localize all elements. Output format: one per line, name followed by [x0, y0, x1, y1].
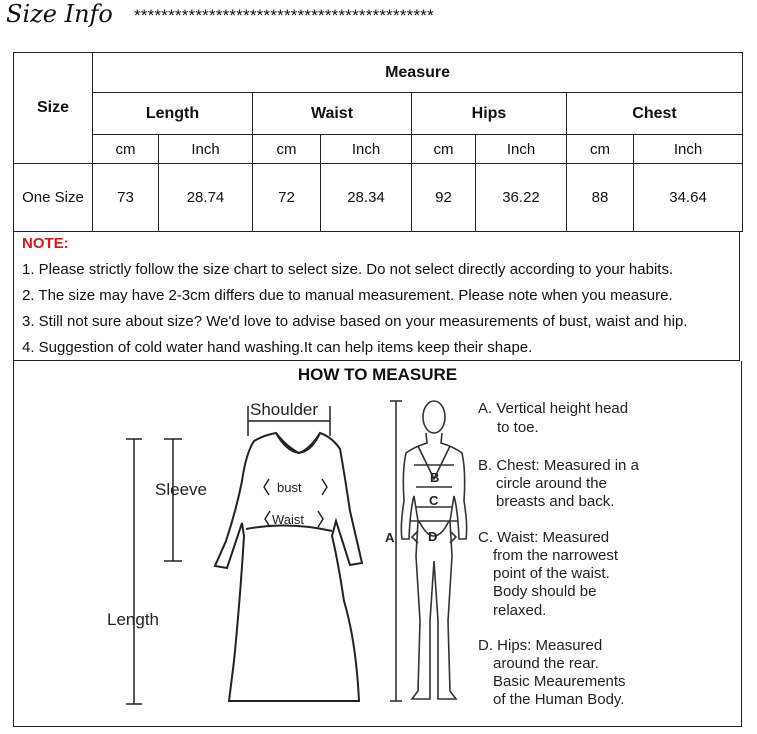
desc-c-line: C. Waist: Measured: [478, 529, 610, 546]
desc-d-line: of the Human Body.: [493, 691, 625, 708]
length-inch: 28.74: [159, 164, 253, 232]
how-to-measure-section: [13, 361, 742, 727]
note-item: 2. The size may have 2-3cm differs due to manual measurement. Please note when you measure.: [22, 287, 673, 304]
chest-inch: 34.64: [634, 164, 743, 232]
waist-inch: 28.34: [321, 164, 412, 232]
desc-c-line: point of the waist.: [493, 565, 610, 582]
size-table: [13, 52, 743, 232]
size-info-title: Size Info: [6, 0, 113, 28]
length-header: Length: [93, 93, 253, 135]
sleeve-label: Sleeve: [155, 480, 207, 499]
size-value: One Size: [14, 164, 93, 232]
note-item: 3. Still not sure about size? We'd love to advise based on your measurements of bust, waist and hip.: [22, 313, 688, 330]
hips-inch: 36.22: [476, 164, 567, 232]
desc-c-line: from the narrowest: [493, 547, 619, 564]
size-header: Size: [14, 53, 93, 164]
desc-b-line: B. Chest: Measured in a: [478, 457, 639, 474]
bust-label: bust: [277, 480, 302, 495]
shoulder-label: Shoulder: [250, 400, 319, 419]
unit-cell: Inch: [321, 135, 412, 164]
unit-cell: Inch: [159, 135, 253, 164]
note-heading: NOTE:: [22, 235, 69, 252]
hips-cm: 92: [412, 164, 476, 232]
marker-b: B: [430, 470, 440, 485]
hips-header: Hips: [412, 93, 567, 135]
desc-d-line: Basic Meaurements: [493, 673, 626, 690]
marker-c: C: [429, 493, 439, 508]
unit-cell: cm: [93, 135, 159, 164]
desc-d-line: D. Hips: Measured: [478, 637, 603, 654]
note-item: 1. Please strictly follow the size chart to select size. Do not select directly according to your habits.: [22, 261, 674, 278]
desc-b-line: circle around the: [496, 475, 607, 492]
length-label: Length: [107, 610, 159, 629]
unit-cell: Inch: [476, 135, 567, 164]
marker-a: A: [385, 530, 395, 545]
waist-label: Waist: [272, 512, 305, 527]
desc-d-line: around the rear.: [493, 655, 599, 672]
desc-a-line: to toe.: [497, 419, 539, 436]
dress-illustration: [215, 433, 362, 701]
unit-cell: cm: [412, 135, 476, 164]
notes-section: [13, 231, 740, 361]
marker-d: D: [428, 529, 438, 544]
chest-header: Chest: [567, 93, 743, 135]
chest-cm: 88: [567, 164, 634, 232]
waist-cm: 72: [253, 164, 321, 232]
measure-header: Measure: [93, 53, 743, 93]
measurement-diagram: [14, 361, 741, 727]
waist-header: Waist: [253, 93, 412, 135]
how-to-measure-title: HOW TO MEASURE: [297, 365, 458, 384]
unit-cell: Inch: [634, 135, 743, 164]
note-item: 4. Suggestion of cold water hand washing.It can help items keep their shape.: [22, 339, 533, 356]
desc-b-line: breasts and back.: [496, 493, 615, 510]
desc-a-line: A. Vertical height head: [478, 400, 629, 417]
length-cm: 73: [93, 164, 159, 232]
decorative-stars: ********************************************: [134, 6, 434, 25]
measurement-descriptions: [478, 400, 640, 708]
unit-cell: cm: [567, 135, 634, 164]
desc-c-line: relaxed.: [493, 602, 547, 619]
desc-c-line: Body should be: [493, 583, 597, 600]
unit-cell: cm: [253, 135, 321, 164]
body-figure-illustration: [390, 401, 467, 701]
